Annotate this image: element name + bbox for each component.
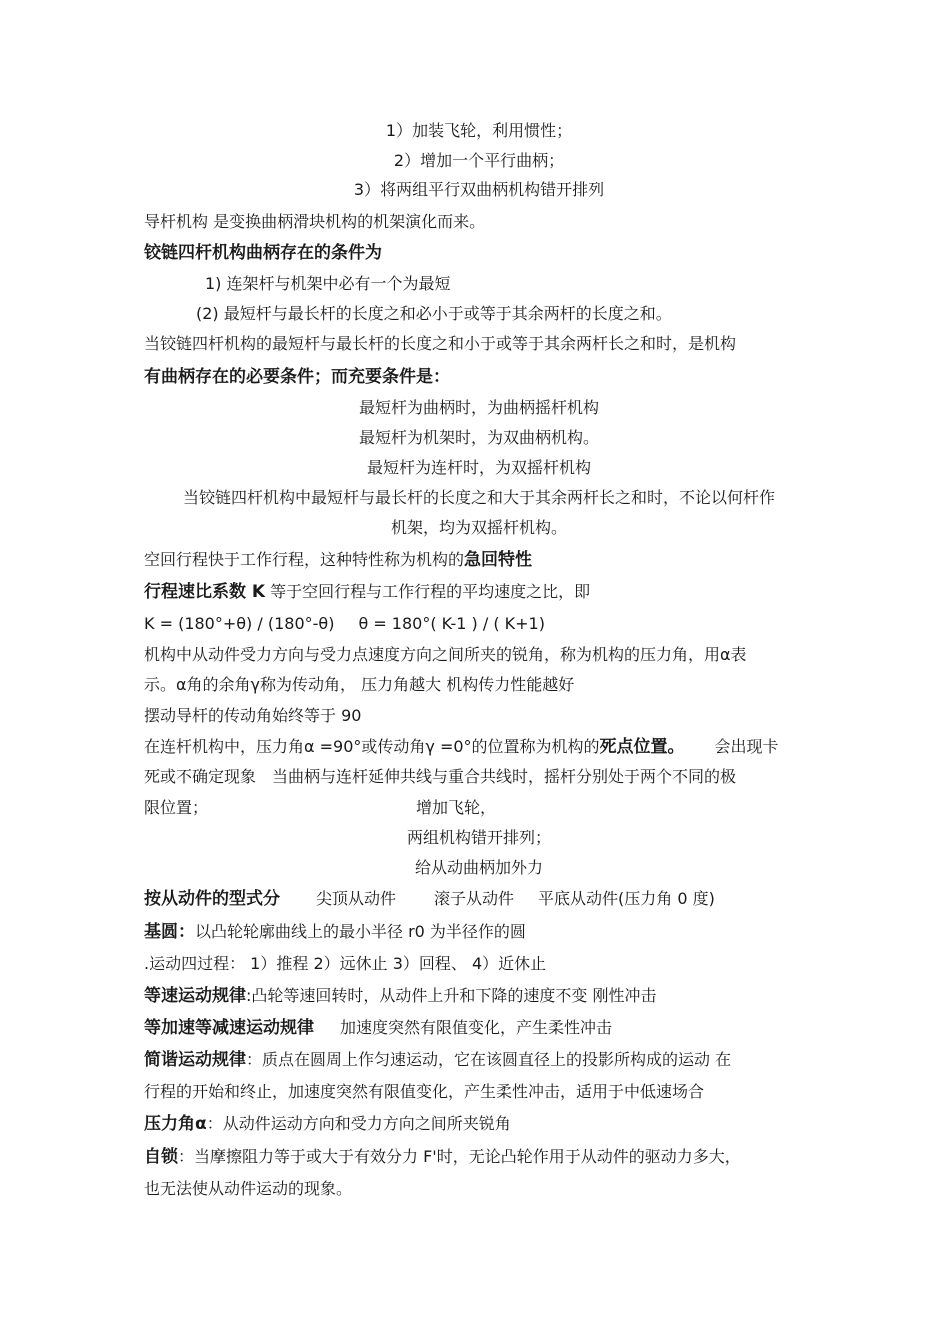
formula-theta: θ = 180°( K-1 ) / ( K+1) [358, 614, 545, 633]
text-line [144, 922, 814, 942]
text-run: 限位置； [144, 798, 209, 817]
text-line [144, 737, 814, 757]
term-bold: 简谐运动规律 [144, 1050, 246, 1070]
term-bold: 死点位置。 [599, 737, 685, 757]
text-run: ：当摩擦阻力等于或大于有效分力 F'时，无论凸轮作用于从动件的驱动力多大， [178, 1147, 741, 1166]
text-run: :凸轮等速回转时，从动件上升和下降的速度不变 刚性冲击 [246, 986, 657, 1005]
text-line: 1）加装飞轮，利用惯性； [385, 121, 573, 140]
text-run: 会出现卡 [714, 737, 779, 756]
text-line [144, 1018, 814, 1038]
text-line: 当铰链四杆机构中最短杆与最长杆的长度之和大于其余两杆长之和时，不论以何杆作 [182, 488, 775, 507]
text-line [144, 767, 814, 787]
text-line [144, 1147, 814, 1167]
section-heading: 有曲柄存在的必要条件；而充要条件是： [144, 367, 450, 387]
formula-k: K = (180°+θ) / (180°-θ) [144, 614, 335, 633]
term-bold: 自锁 [144, 1147, 178, 1167]
text-line: .运动四过程： 1）推程 2）远休止 3）回程、 4）近休止 [144, 954, 547, 973]
text-line [144, 986, 814, 1006]
text-run: 平底从动件(压力角 0 度) [538, 889, 715, 908]
text-line: (2) 最短杆与最长杆的长度之和必小于或等于其余两杆的长度之和。 [196, 304, 672, 323]
term-bold: 等加速等减速运动规律 [144, 1018, 314, 1038]
text-line: 机架，均为双摇杆机构。 [390, 518, 567, 537]
term-bold: 基圆： [144, 922, 195, 942]
section-heading: 铰链四杆机构曲柄存在的条件为 [144, 243, 382, 263]
text-line: 机构中从动件受力方向与受力点速度方向之间所夹的锐角，称为机构的压力角，用α表 [144, 645, 747, 664]
text-line [144, 798, 814, 818]
text-run: 增加飞轮， [416, 798, 497, 817]
text-run: 加速度突然有限值变化，产生柔性冲击 [340, 1018, 613, 1037]
text-line: 当铰链四杆机构的最短杆与最长杆的长度之和小于或等于其余两杆长之和时，是机构 [144, 334, 737, 353]
text-line [144, 582, 814, 602]
text-line: 最短杆为机架时，为双曲柄机构。 [358, 428, 599, 447]
text-line: 摆动导杆的传动角始终等于 90 [144, 706, 362, 725]
text-line [144, 889, 814, 909]
text-line [144, 1114, 814, 1134]
text-line: 示。α角的余角γ称为传动角， 压力角越大 机构传力性能越好 [144, 675, 575, 694]
text-line: 也无法使从动件运动的现象。 [144, 1179, 353, 1198]
term-bold: 等速运动规律 [144, 986, 246, 1006]
text-line: 给从动曲柄加外力 [414, 858, 543, 877]
text-line: 两组机构错开排列； [406, 828, 551, 847]
text-line: 3）将两组平行双曲柄机构错开排列 [353, 180, 605, 199]
term-bold: 行程速比系数 K [144, 582, 266, 602]
text-run: 等于空回行程与工作行程的平均速度之比，即 [265, 582, 591, 601]
term-bold: 压力角α [144, 1114, 207, 1134]
text-run: 尖顶从动件 [316, 889, 397, 908]
text-run: 空回行程快于工作行程，这种特性称为机构的 [144, 550, 465, 569]
text-line: 2）增加一个平行曲柄； [393, 151, 565, 170]
formula-line [144, 614, 814, 634]
text-run: 以凸轮轮廓曲线上的最小半径 r0 为半径作的圆 [195, 922, 526, 941]
text-run: 当曲柄与连杆延伸共线与重合共线时，摇杆分别处于两个不同的极 [272, 767, 737, 786]
text-run: 死或不确定现象 [144, 767, 257, 786]
text-run: 滚子从动件 [434, 889, 515, 908]
text-line [144, 1050, 814, 1070]
term-bold: 按从动件的型式分 [144, 889, 280, 909]
text-run: 在连杆机构中，压力角α =90°或传动角γ =0°的位置称为机构的 [144, 737, 600, 756]
term-bold: 急回特性 [464, 550, 533, 570]
text-line: 最短杆为连杆时，为双摇杆机构 [366, 458, 591, 477]
text-line: 行程的开始和终止，加速度突然有限值变化，产生柔性冲击，适用于中低速场合 [144, 1082, 705, 1101]
text-run: ：质点在圆周上作匀速运动，它在该圆直径上的投影所构成的运动 在 [246, 1050, 732, 1069]
text-run: ：从动件运动方向和受力方向之间所夹锐角 [206, 1114, 511, 1133]
text-line [144, 550, 814, 570]
text-line: 最短杆为曲柄时，为曲柄摇杆机构 [358, 398, 599, 417]
text-line: 1) 连架杆与机架中必有一个为最短 [205, 274, 451, 293]
text-line: 导杆机构 是变换曲柄滑块机构的机架演化而来。 [144, 212, 486, 231]
